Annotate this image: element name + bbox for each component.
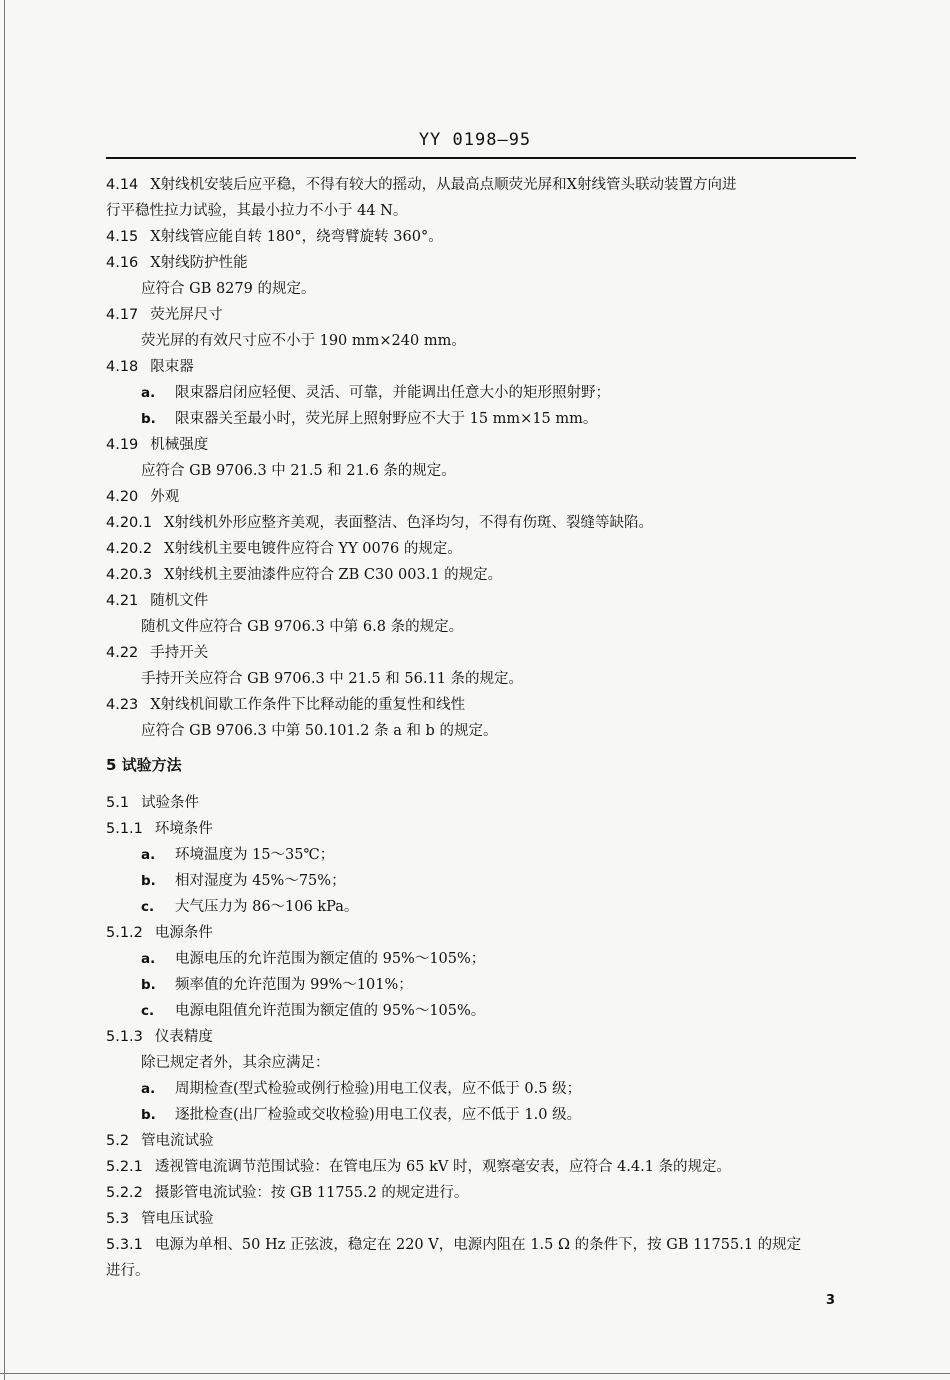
- clause-number: 4.14: [106, 177, 139, 193]
- list-item: [106, 380, 858, 406]
- clauses-section-4: [106, 172, 858, 744]
- list-item-label: c.: [141, 899, 155, 915]
- list-item: [106, 998, 858, 1024]
- clause-line: [106, 1050, 858, 1076]
- clause-line: [106, 1258, 858, 1284]
- clause-line: [106, 432, 858, 458]
- list-item-label: b.: [141, 977, 156, 993]
- clause-line: [106, 718, 858, 744]
- clause-line: [106, 458, 858, 484]
- clause-number: 4.20.2: [106, 541, 153, 557]
- list-item-label: a.: [141, 847, 156, 863]
- clause-number: 4.20: [106, 489, 139, 505]
- list-item-label: a.: [141, 385, 156, 401]
- clause-number: 5.1.2: [106, 925, 143, 941]
- clause-text: 限束器: [150, 359, 194, 375]
- clause-text: 透视管电流调节范围试验：在管电压为 65 kV 时，观察毫安表，应符合 4.4.1 条的规定。: [154, 1159, 732, 1175]
- clause-text: 随机文件应符合 GB 9706.3 中第 6.8 条的规定。: [141, 619, 464, 635]
- clause-number: 5.3.1: [106, 1237, 143, 1253]
- list-item: [106, 894, 858, 920]
- clause-text: 限束器启闭应轻便、灵活、可靠，并能调出任意大小的矩形照射野；: [175, 385, 610, 401]
- clause-text: 除已规定者外，其余应满足：: [141, 1055, 330, 1071]
- clause-line: [106, 302, 858, 328]
- clause-text: 试验条件: [141, 795, 200, 811]
- clause-number: 5.2.2: [106, 1185, 143, 1201]
- list-item: [106, 1102, 858, 1128]
- clause-number: 4.17: [106, 307, 139, 323]
- clause-text: 随机文件: [150, 593, 209, 609]
- document-body: [106, 172, 858, 1284]
- clause-text: 环境条件: [154, 821, 213, 837]
- clause-line: [106, 1206, 858, 1232]
- clause-number: 4.18: [106, 359, 139, 375]
- clause-text: X射线防护性能: [150, 255, 248, 271]
- clause-line: [106, 816, 858, 842]
- clause-text: 管电流试验: [141, 1133, 214, 1149]
- clause-line: [106, 692, 858, 718]
- clause-text: 应符合 GB 8279 的规定。: [141, 281, 316, 297]
- clause-number: 4.20.1: [106, 515, 153, 531]
- clause-line: [106, 198, 858, 224]
- clause-line: [106, 920, 858, 946]
- clause-text: 进行。: [106, 1263, 150, 1279]
- bottom-edge-line: [0, 1373, 950, 1374]
- clause-line: [106, 614, 858, 640]
- list-item: [106, 406, 858, 432]
- clause-text: 荧光屏尺寸: [150, 307, 223, 323]
- clause-text: 仪表精度: [154, 1029, 213, 1045]
- clause-text: 荧光屏的有效尺寸应不小于 190 mm×240 mm。: [141, 333, 466, 349]
- list-item-label: b.: [141, 873, 156, 889]
- clause-line: [106, 1154, 858, 1180]
- clause-line: [106, 172, 858, 198]
- clause-number: 4.21: [106, 593, 139, 609]
- clause-line: [106, 536, 858, 562]
- clause-text: 限束器关至最小时，荧光屏上照射野应不大于 15 mm×15 mm。: [175, 411, 598, 427]
- clause-line: [106, 790, 858, 816]
- list-item-label: c.: [141, 1003, 155, 1019]
- clause-text: X射线机主要油漆件应符合 ZB C30 003.1 的规定。: [164, 567, 503, 583]
- clause-text: 手持开关: [150, 645, 209, 661]
- clause-number: 5.1: [106, 795, 130, 811]
- clause-text: 电源条件: [154, 925, 213, 941]
- list-item: [106, 1076, 858, 1102]
- clause-text: 电源电压的允许范围为额定值的 95%～105%；: [175, 951, 486, 967]
- clause-text: X射线机安装后应平稳，不得有较大的摇动，从最高点顺荧光屏和X射线管头联动装置方向进: [150, 177, 737, 193]
- clause-number: 5.3: [106, 1211, 130, 1227]
- clause-number: 4.19: [106, 437, 139, 453]
- clause-text: 行平稳性拉力试验，其最小拉力不小于 44 N。: [106, 203, 408, 219]
- page-number: 3: [826, 1293, 836, 1308]
- clause-number: 4.22: [106, 645, 139, 661]
- clause-text: 相对湿度为 45%～75%；: [175, 873, 346, 889]
- clause-line: [106, 1128, 858, 1154]
- list-item-label: a.: [141, 951, 156, 967]
- section-5-title: 5 试验方法: [106, 756, 182, 774]
- clause-text: X射线机间歇工作条件下比释动能的重复性和线性: [150, 697, 466, 713]
- clause-line: [106, 328, 858, 354]
- clauses-section-5: [106, 790, 858, 1284]
- list-item: [106, 972, 858, 998]
- clause-line: [106, 1024, 858, 1050]
- clause-number: 5.1.1: [106, 821, 143, 837]
- clause-line: [106, 510, 858, 536]
- clause-text: 机械强度: [150, 437, 209, 453]
- clause-number: 4.15: [106, 229, 139, 245]
- clause-line: [106, 562, 858, 588]
- clause-line: [106, 1232, 858, 1258]
- clause-line: [106, 1180, 858, 1206]
- clause-line: [106, 250, 858, 276]
- clause-number: 4.23: [106, 697, 139, 713]
- clause-number: 5.1.3: [106, 1029, 143, 1045]
- list-item-label: b.: [141, 1107, 156, 1123]
- clause-line: [106, 484, 858, 510]
- list-item: [106, 946, 858, 972]
- clause-text: 电源电阻值允许范围为额定值的 95%～105%。: [175, 1003, 486, 1019]
- clause-text: X射线管应能自转 180°，绕弯臂旋转 360°。: [150, 229, 443, 245]
- standard-code-header: YY 0198—95: [418, 130, 532, 150]
- clause-line: [106, 640, 858, 666]
- clause-line: [106, 224, 858, 250]
- clause-line: [106, 588, 858, 614]
- clause-text: 环境温度为 15～35℃；: [175, 847, 335, 863]
- clause-text: 频率值的允许范围为 99%～101%；: [175, 977, 413, 993]
- clause-text: 周期检查(型式检验或例行检验)用电工仪表，应不低于 0.5 级；: [175, 1081, 582, 1097]
- clause-text: 电源为单相、50 Hz 正弦波，稳定在 220 V，电源内阻在 1.5 Ω 的条件下，按 GB 11755.1 的规定: [154, 1237, 802, 1253]
- list-item: [106, 868, 858, 894]
- list-item-label: b.: [141, 411, 156, 427]
- clause-number: 5.2.1: [106, 1159, 143, 1175]
- clause-line: [106, 354, 858, 380]
- scan-edge-line: [4, 0, 5, 1380]
- clause-text: 管电压试验: [141, 1211, 214, 1227]
- clause-line: [106, 276, 858, 302]
- clause-text: 应符合 GB 9706.3 中第 50.101.2 条 a 和 b 的规定。: [141, 723, 498, 739]
- clause-text: 外观: [150, 489, 180, 505]
- clause-text: X射线机外形应整齐美观，表面整洁、色泽均匀，不得有伤斑、裂缝等缺陷。: [164, 515, 653, 531]
- clause-text: X射线机主要电镀件应符合 YY 0076 的规定。: [164, 541, 462, 557]
- clause-text: 应符合 GB 9706.3 中 21.5 和 21.6 条的规定。: [141, 463, 456, 479]
- list-item-label: a.: [141, 1081, 156, 1097]
- clause-text: 摄影管电流试验：按 GB 11755.2 的规定进行。: [154, 1185, 469, 1201]
- clause-line: [106, 666, 858, 692]
- clause-number: 4.20.3: [106, 567, 153, 583]
- clause-number: 4.16: [106, 255, 139, 271]
- header-rule: [106, 157, 856, 159]
- clause-text: 大气压力为 86～106 kPa。: [175, 899, 359, 915]
- clause-number: 5.2: [106, 1133, 130, 1149]
- clause-text: 逐批检查(出厂检验或交收检验)用电工仪表，应不低于 1.0 级。: [175, 1107, 582, 1123]
- clause-text: 手持开关应符合 GB 9706.3 中 21.5 和 56.11 条的规定。: [141, 671, 524, 687]
- list-item: [106, 842, 858, 868]
